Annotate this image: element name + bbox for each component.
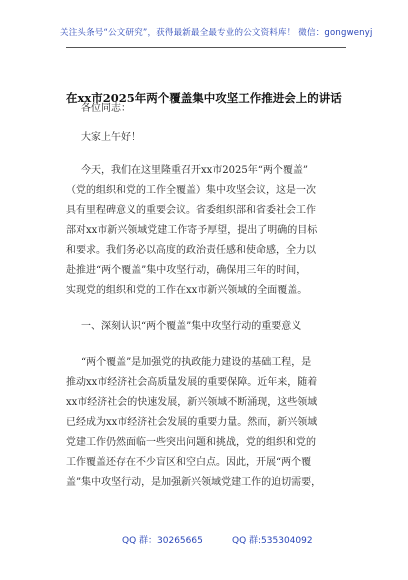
paragraph-line: 部对xx市新兴领域党建工作寄予厚望，提出了明确的目标 bbox=[66, 225, 318, 236]
paragraph-line: xx市经济社会的快速发展，新兴领域不断涌现，这些领域 bbox=[66, 397, 318, 408]
paragraph-line: 盖”集中攻坚行动，是加强新兴领域党建工作的迫切需要， bbox=[66, 477, 322, 488]
paragraph-line: 赴推进“两个覆盖”集中攻坚行动，确保用三年的时间， bbox=[66, 265, 307, 276]
paragraph-line: 今天，我们在这里隆重召开xx市2025年“两个覆盖” bbox=[81, 165, 308, 176]
section-heading: 一、深刻认识“两个覆盖”集中攻坚行动的重要意义 bbox=[81, 321, 302, 332]
paragraph-line: 和要求。我们务必以高度的政治责任感和使命感，全力以 bbox=[66, 245, 316, 256]
salutation: 各位同志： bbox=[81, 103, 131, 114]
footer-qq-group-right: QQ 群:535304092 bbox=[232, 536, 313, 546]
paragraph-line: 已经成为xx市经济社会发展的重要力量。然而，新兴领域 bbox=[66, 417, 318, 428]
paragraph-line: “两个覆盖”是加强党的执政能力建设的基础工程，是 bbox=[81, 357, 312, 368]
promo-banner: 关注头条号“公文研究”，获得最新最全最专业的公文资料库！ 微信：gongwenyj bbox=[60, 28, 373, 38]
greeting: 大家上午好！ bbox=[81, 132, 141, 143]
paragraph-line: （党的组织和党的工作全覆盖）集中攻坚会议，这是一次 bbox=[66, 185, 316, 196]
document-title: 在xx市2025年两个覆盖集中攻坚工作推进会上的讲话 bbox=[66, 91, 342, 105]
footer-qq-group-left: QQ 群：30265665 bbox=[122, 536, 203, 546]
paragraph-line: 实现党的组织和党的工作在xx市新兴领域的全面覆盖。 bbox=[66, 285, 308, 296]
header-divider bbox=[66, 47, 346, 48]
paragraph-line: 具有里程碑意义的重要会议。省委组织部和省委社会工作 bbox=[66, 205, 316, 216]
paragraph-line: 推动xx市经济社会高质量发展的重要保障。近年来，随着 bbox=[66, 377, 318, 388]
paragraph-line: 工作覆盖还存在不少盲区和空白点。因此，开展“两个覆 bbox=[66, 457, 312, 468]
paragraph-line: 党建工作仍然面临一些突出问题和挑战，党的组织和党的 bbox=[66, 437, 316, 448]
